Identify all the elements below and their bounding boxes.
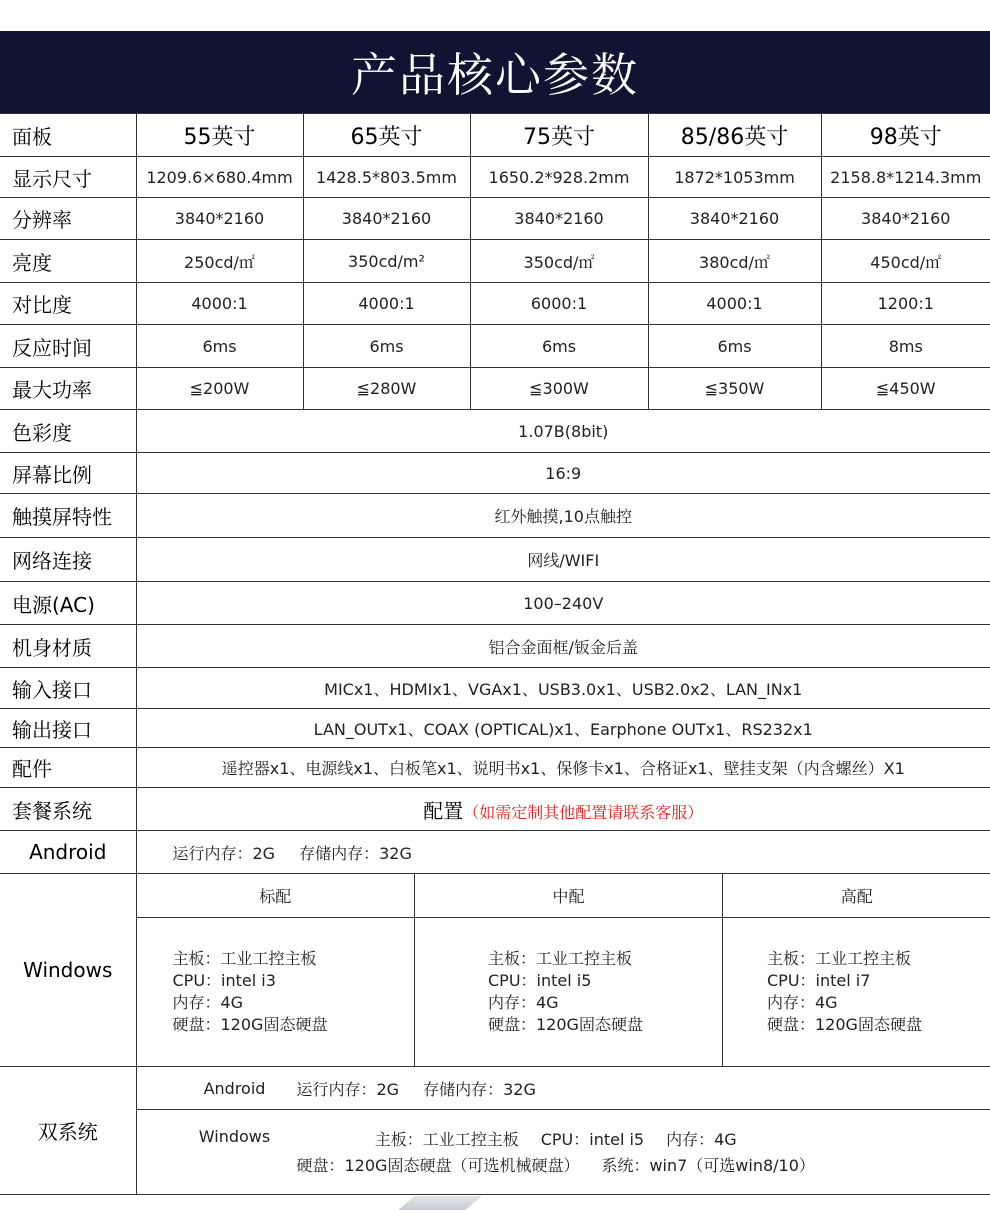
- dual-system-row: [0, 1067, 990, 1195]
- row-label: 亮度: [0, 240, 136, 283]
- tier-high-name: 高配: [723, 874, 990, 917]
- cell: 4000:1: [136, 283, 303, 325]
- cell: 450cd/㎡: [821, 240, 990, 283]
- cell: 8ms: [821, 325, 990, 368]
- row-label: 配件: [0, 748, 136, 788]
- windows-tiers: [136, 874, 990, 1067]
- row-label: 对比度: [0, 283, 136, 325]
- tier-standard-spec: [137, 917, 415, 1066]
- windows-row: [0, 874, 990, 1067]
- dual-android-name: Android: [203, 1078, 266, 1098]
- size-55: 55英寸: [136, 114, 303, 157]
- tier-ram: 内存：4G: [767, 992, 838, 1012]
- dual-windows-name: Windows: [198, 1127, 271, 1146]
- spec-row-max-power: [0, 368, 990, 410]
- row-label: 输入接口: [0, 668, 136, 709]
- tier-ram: 内存：4G: [488, 992, 559, 1012]
- size-85-86: 85/86英寸: [648, 114, 821, 157]
- row-label: 反应时间: [0, 325, 136, 368]
- cell: 3840*2160: [303, 198, 470, 240]
- spec-table: [0, 113, 990, 1195]
- cell: 4000:1: [303, 283, 470, 325]
- tier-high-spec: [723, 917, 990, 1066]
- cell: 1428.5*803.5mm: [303, 157, 470, 198]
- row-label: 分辨率: [0, 198, 136, 240]
- package-config: [136, 788, 990, 831]
- tier-board: 主板：工业工控主板: [488, 948, 633, 968]
- dual-win-ram: 内存：4G: [666, 1130, 737, 1149]
- tier-cpu: CPU：intel i7: [767, 970, 871, 990]
- windows-tier-table: [137, 874, 990, 1066]
- tier-disk: 硬盘：120G固态硬盘: [172, 1014, 328, 1034]
- spec-row-accessories: [0, 748, 990, 788]
- row-label: 显示尺寸: [0, 157, 136, 198]
- tier-board: 主板：工业工控主板: [172, 948, 317, 968]
- dual-windows-line: [137, 1110, 990, 1194]
- cell: 3840*2160: [470, 198, 648, 240]
- cell: 350cd/㎡: [470, 240, 648, 283]
- cell: ≦280W: [303, 368, 470, 410]
- dual-android-line: [137, 1067, 990, 1110]
- cell: 4000:1: [648, 283, 821, 325]
- dual-win-board: 主板：工业工控主板: [374, 1130, 519, 1149]
- config-note: （如需定制其他配置请联系客服）: [463, 802, 704, 822]
- row-label: 触摸屏特性: [0, 494, 136, 538]
- cell: 1872*1053mm: [648, 157, 821, 198]
- cell: 3840*2160: [136, 198, 303, 240]
- spec-row-brightness: [0, 240, 990, 283]
- spec-row-display-size: [0, 157, 990, 198]
- cell: 380cd/㎡: [648, 240, 821, 283]
- cell: 250cd/㎡: [136, 240, 303, 283]
- android-storage: 存储内存：32G: [299, 843, 412, 863]
- cell: ≦200W: [136, 368, 303, 410]
- spec-row-material: [0, 625, 990, 668]
- tier-mid-spec: [415, 917, 723, 1066]
- row-label: 色彩度: [0, 410, 136, 453]
- shared-value: 遥控器x1、电源线x1、白板笔x1、说明书x1、保修卡x1、合格证x1、壁挂支架（内含螺丝）X1: [136, 748, 990, 788]
- cell: 6ms: [648, 325, 821, 368]
- size-row: [0, 114, 990, 157]
- package-row: [0, 788, 990, 831]
- dual-system-label: 双系统: [0, 1067, 136, 1195]
- dual-win-os: 系统：win7（可选win8/10）: [601, 1156, 815, 1175]
- android-spec: [136, 831, 990, 874]
- tier-board: 主板：工业工控主板: [767, 948, 912, 968]
- cell: 1209.6×680.4mm: [136, 157, 303, 198]
- dual-android-ram: 运行内存：2G: [296, 1079, 400, 1099]
- row-label: 屏幕比例: [0, 453, 136, 494]
- android-label: Android: [0, 831, 136, 874]
- tier-cpu: CPU：intel i5: [488, 970, 592, 990]
- dual-system-spec: [136, 1067, 990, 1195]
- cell: 6000:1: [470, 283, 648, 325]
- dual-win-disk: 硬盘：120G固态硬盘（可选机械硬盘）: [296, 1156, 580, 1175]
- shared-value: 网线/WIFI: [136, 538, 990, 582]
- spec-row-network: [0, 538, 990, 582]
- spec-row-contrast: [0, 283, 990, 325]
- dual-android-storage: 存储内存：32G: [423, 1079, 536, 1099]
- row-label: 电源(AC): [0, 582, 136, 625]
- tier-standard-name: 标配: [137, 874, 415, 917]
- shared-value: 100–240V: [136, 582, 990, 625]
- size-98: 98英寸: [821, 114, 990, 157]
- cell: 1650.2*928.2mm: [470, 157, 648, 198]
- shared-value: MICx1、HDMIx1、VGAx1、USB3.0x1、USB2.0x2、LAN_INx1: [136, 668, 990, 709]
- spec-row-response-time: [0, 325, 990, 368]
- shared-value: 铝合金面框/钣金后盖: [136, 625, 990, 668]
- tier-mid-name: 中配: [415, 874, 723, 917]
- spec-row-input-ports: [0, 668, 990, 709]
- cell: 2158.8*1214.3mm: [821, 157, 990, 198]
- tier-cpu: CPU：intel i3: [172, 970, 276, 990]
- windows-label: Windows: [0, 874, 136, 1067]
- spec-row-output-ports: [0, 709, 990, 748]
- cell: ≦350W: [648, 368, 821, 410]
- row-label: 机身材质: [0, 625, 136, 668]
- cell: 6ms: [470, 325, 648, 368]
- spec-row-color-depth: [0, 410, 990, 453]
- spec-row-resolution: [0, 198, 990, 240]
- size-75: 75英寸: [470, 114, 648, 157]
- dual-win-cpu: CPU：intel i5: [540, 1130, 645, 1149]
- page-title: 产品核心参数: [0, 31, 990, 113]
- cell: 350cd/m²: [303, 240, 470, 283]
- shared-value: 1.07B(8bit): [136, 410, 990, 453]
- cell: 6ms: [136, 325, 303, 368]
- row-label: 网络连接: [0, 538, 136, 582]
- row-label: 最大功率: [0, 368, 136, 410]
- tier-ram: 内存：4G: [172, 992, 244, 1012]
- row-label: 面板: [0, 114, 136, 157]
- cell: 3840*2160: [821, 198, 990, 240]
- config-title: 配置: [423, 798, 464, 823]
- spec-row-touch: [0, 494, 990, 538]
- android-row: [0, 831, 990, 874]
- size-65: 65英寸: [303, 114, 470, 157]
- shared-value: 16:9: [136, 453, 990, 494]
- spec-row-power: [0, 582, 990, 625]
- cell: 6ms: [303, 325, 470, 368]
- row-label: 套餐系统: [0, 788, 136, 831]
- row-label: 输出接口: [0, 709, 136, 748]
- tier-disk: 硬盘：120G固态硬盘: [767, 1014, 922, 1034]
- shared-value: LAN_OUTx1、COAX (OPTICAL)x1、Earphone OUTx1、RS232x1: [136, 709, 990, 748]
- spec-row-aspect-ratio: [0, 453, 990, 494]
- cell: 3840*2160: [648, 198, 821, 240]
- cell: ≦450W: [821, 368, 990, 410]
- cell: 1200:1: [821, 283, 990, 325]
- tier-disk: 硬盘：120G固态硬盘: [488, 1014, 643, 1034]
- android-ram: 运行内存：2G: [172, 843, 276, 863]
- cell: ≦300W: [470, 368, 648, 410]
- shared-value: 红外触摸,10点触控: [136, 494, 990, 538]
- decorative-shape: [398, 1196, 482, 1210]
